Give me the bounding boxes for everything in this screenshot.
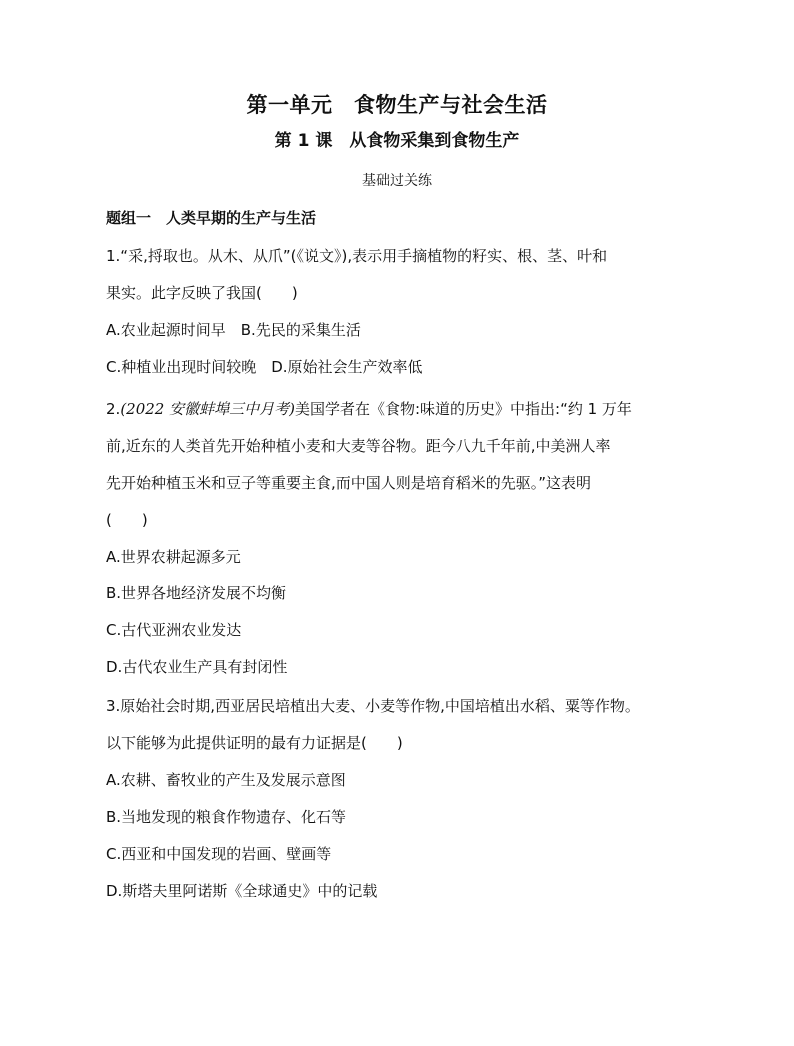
q2-source: (2022 安徽蚌埠三中月考) [120,400,295,418]
q2-option-d: D.古代农业生产具有封闭性 [106,658,288,676]
q2-option-a: A.世界农耕起源多元 [106,548,241,566]
q2-stem-line-3: 先开始种植玉米和豆子等重要主食,而中国人则是培育稻米的先驱。”这表明 [106,474,592,492]
lesson-title: 第 1 课 从食物采集到食物生产 [274,131,520,151]
q2-stem-line-1 [106,397,632,421]
q1-stem-line-1: 1.“采,捋取也。从木、从爪”(《说文》),表示用手摘植物的籽实、根、茎、叶和 [106,247,608,265]
q3-stem-line-2: 以下能够为此提供证明的最有力证据是( ) [106,734,403,752]
q2-stem-line-2: 前,近东的人类首先开始种植小麦和大麦等谷物。距今八九千年前,中美洲人率 [106,437,611,455]
q3-option-d: D.斯塔夫里阿诺斯《全球通史》中的记载 [106,882,378,900]
unit-title: 第一单元 食物生产与社会生活 [246,93,548,117]
q2-number: 2. [106,400,121,418]
q2-stem-first-rest: 美国学者在《食物:味道的历史》中指出:“约 1 万年 [294,400,632,418]
q3-stem-line-1: 3.原始社会时期,西亚居民培植出大麦、小麦等作物,中国培植出水稻、粟等作物。 [106,697,640,715]
q3-option-c: C.西亚和中国发现的岩画、壁画等 [106,845,332,863]
q3-option-b: B.当地发现的粮食作物遗存、化石等 [106,808,347,826]
question-group-title: 题组一 人类早期的生产与生活 [106,209,317,227]
q1-option-line-1: A.农业起源时间早 B.先民的采集生活 [106,321,361,339]
q2-option-c: C.古代亚洲农业发达 [106,621,242,639]
q3-option-a: A.农耕、畜牧业的产生及发展示意图 [106,771,346,789]
q1-stem-line-2: 果实。此字反映了我国( ) [106,284,298,302]
section-title: 基础过关练 [362,173,432,189]
q2-option-b: B.世界各地经济发展不均衡 [106,584,287,602]
q1-option-line-2: C.种植业出现时间较晚 D.原始社会生产效率低 [106,358,423,376]
q2-stem-line-4: ( ) [106,511,148,529]
